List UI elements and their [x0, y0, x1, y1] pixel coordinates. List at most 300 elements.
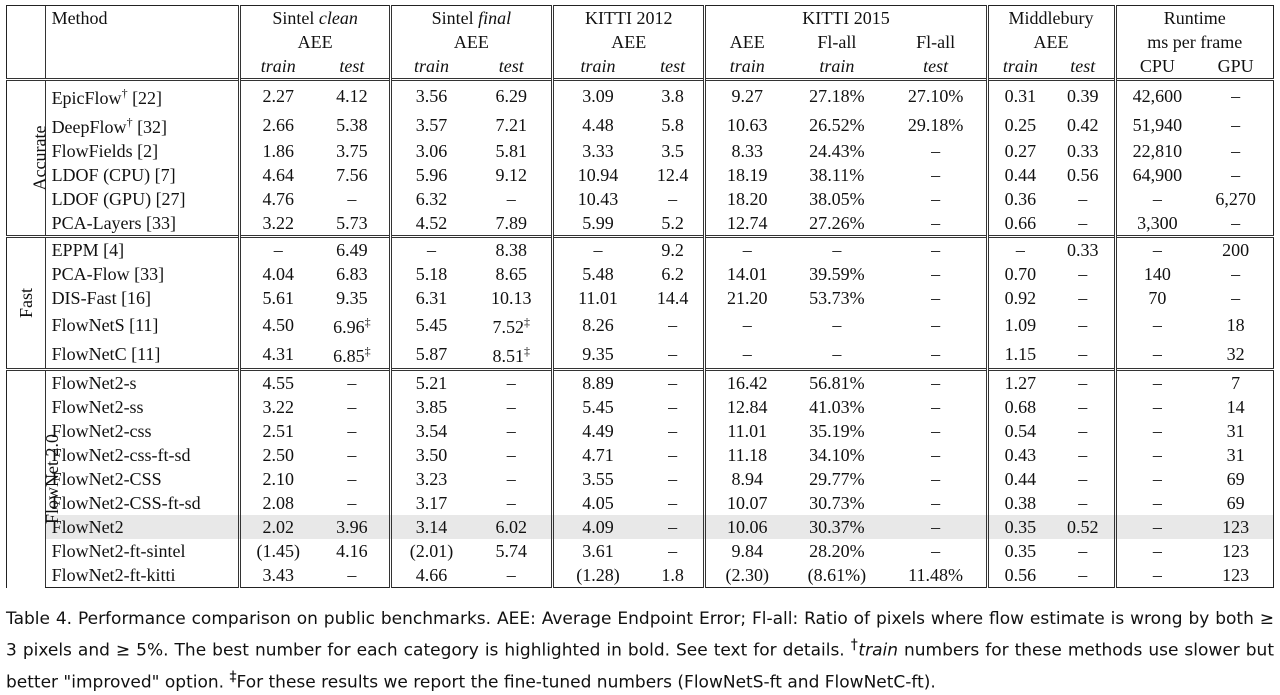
header-aee: AEE — [240, 30, 390, 54]
table-cell: 4.05 — [553, 491, 642, 515]
table-row — [7, 467, 1274, 491]
table-cell: 9.35 — [553, 339, 642, 370]
table-cell: 64,900 — [1115, 163, 1198, 187]
table-cell: – — [668, 189, 678, 209]
table-cell: 0.66 — [987, 211, 1052, 237]
table-cell: 8.51‡ — [492, 344, 530, 366]
table-cell: – — [1115, 491, 1198, 515]
table-cell: – — [1115, 187, 1198, 211]
table-cell: 3.17 — [390, 491, 471, 515]
table-cell: 4.49 — [553, 419, 642, 443]
table-cell: – — [471, 563, 552, 588]
table-cell: 14.01 — [705, 262, 788, 286]
table-cell: – — [1052, 563, 1115, 588]
table-caption: Table 4. Performance comparison on public benchmarks. AEE: Average Endpoint Error; Fl-all: Ratio of pixels where flow estimate is wrong by both ≥ 3 pixels and ≥ 5%. The best number for each category is highlighted in bold. See text for details. †train numbers for these methods use slower but better "improved" option. ‡For these results we report the fine-tuned numbers (FlowNetS-ft and FlowNetC-ft). — [6, 609, 1275, 693]
method-name: EPPM [4] — [45, 237, 240, 263]
table-cell: – — [668, 314, 678, 335]
method-name: FlowNet2-ft-sintel — [45, 539, 240, 563]
table-cell: – — [832, 314, 842, 335]
header-test: test — [339, 56, 365, 76]
header-train: train — [240, 54, 315, 80]
table-cell: – — [1115, 539, 1198, 563]
table-cell: 0.35 — [987, 539, 1052, 563]
table-row — [7, 339, 1274, 370]
table-cell: 3.5 — [661, 141, 684, 161]
table-cell: – — [886, 370, 988, 396]
table-cell: 29.77% — [809, 469, 865, 489]
header-ms-per-frame: ms per frame — [1115, 30, 1274, 54]
table-cell: 2.66 — [240, 110, 315, 139]
table-cell: 39.59% — [809, 264, 865, 284]
table-cell: 123 — [1198, 563, 1273, 588]
table-cell: 53.73% — [809, 288, 865, 308]
table-cell: 31 — [1198, 419, 1273, 443]
table-cell: 4.64 — [240, 163, 315, 187]
table-cell: 21.20 — [705, 286, 788, 310]
table-cell: – — [1115, 310, 1198, 339]
table-cell: – — [931, 213, 941, 233]
table-row — [7, 515, 1274, 539]
table-cell: 123 — [1198, 539, 1273, 563]
table-cell: – — [931, 165, 941, 185]
table-cell: 9.2 — [642, 237, 705, 263]
table-cell: 200 — [1198, 237, 1273, 263]
table-cell: – — [668, 469, 678, 489]
table-cell: 5.8 — [661, 114, 684, 135]
table-row — [7, 262, 1274, 286]
table-cell: (1.28) — [553, 563, 642, 588]
table-cell: – — [931, 397, 941, 417]
table-row — [7, 139, 1274, 163]
header-test: test — [923, 56, 949, 76]
table-cell: 12.74 — [705, 211, 788, 237]
table-cell: 0.42 — [1067, 114, 1099, 135]
table-cell: 34.10% — [809, 445, 865, 465]
table-cell: 0.54 — [987, 419, 1052, 443]
table-cell: 4.71 — [553, 443, 642, 467]
table-cell: 3.22 — [240, 211, 315, 237]
table-cell: 10.63 — [705, 110, 788, 139]
table-cell: – — [931, 493, 941, 513]
table-cell: 0.33 — [1067, 141, 1099, 161]
table-cell: 51,940 — [1115, 110, 1198, 139]
table-cell: – — [931, 264, 941, 284]
table-cell: 4.31 — [240, 339, 315, 370]
benchmark-table — [6, 5, 1274, 588]
table-cell: 5.2 — [661, 213, 684, 233]
header-method: Method — [45, 6, 240, 31]
table-cell: – — [668, 421, 678, 441]
table-cell: – — [705, 310, 788, 339]
table-cell: 14.4 — [656, 288, 689, 308]
table-cell: – — [705, 237, 788, 263]
method-name: FlowNet2-s — [45, 370, 240, 396]
table-cell: 6,270 — [1198, 187, 1273, 211]
header-runtime: Runtime — [1115, 6, 1274, 31]
table-cell: 3.33 — [553, 139, 642, 163]
table-cell: 42,600 — [1115, 80, 1198, 111]
table-cell: 10.07 — [705, 491, 788, 515]
table-cell: – — [931, 541, 941, 561]
method-name: DIS-Fast [16] — [45, 286, 240, 310]
table-cell: – — [347, 469, 357, 489]
table-cell: 69 — [1198, 491, 1273, 515]
table-cell: 3.50 — [390, 443, 471, 467]
method-name: PCA-Layers [33] — [45, 211, 240, 237]
table-cell: 32 — [1198, 339, 1273, 370]
table-row — [7, 491, 1274, 515]
table-cell: 0.44 — [987, 163, 1052, 187]
table-cell: – — [1052, 370, 1115, 396]
table-cell: 18.19 — [705, 163, 788, 187]
table-cell: – — [668, 541, 678, 561]
table-cell: – — [347, 397, 357, 417]
table-cell: 3.14 — [390, 515, 471, 539]
table-cell: 35.19% — [809, 421, 865, 441]
table-cell: 27.10% — [886, 80, 988, 111]
table-cell: 2.51 — [240, 419, 315, 443]
table-cell: 5.45 — [390, 310, 471, 339]
table-cell: 10.43 — [553, 187, 642, 211]
table-cell: 7.89 — [495, 213, 527, 233]
table-cell: 6.31 — [390, 286, 471, 310]
table-cell: – — [1115, 237, 1198, 263]
table-cell: 5.73 — [336, 213, 368, 233]
table-row — [7, 563, 1274, 588]
table-cell: 38.05% — [809, 189, 865, 209]
table-cell: – — [1198, 286, 1273, 310]
method-name: LDOF (CPU) [7] — [45, 163, 240, 187]
table-cell: – — [1198, 139, 1273, 163]
method-name: FlowFields [2] — [45, 139, 240, 163]
table-cell: 0.56 — [1067, 165, 1099, 185]
table-cell: 14 — [1198, 395, 1273, 419]
table-cell: 0.39 — [1052, 80, 1115, 111]
table-cell: 3.56 — [390, 80, 471, 111]
table-cell: 3.06 — [390, 139, 471, 163]
table-cell: – — [1115, 515, 1198, 539]
header-aee: AEE — [553, 30, 705, 54]
table-cell: – — [1198, 110, 1273, 139]
table-cell: 18 — [1198, 310, 1273, 339]
header-kitti-2012: KITTI 2012 — [553, 6, 705, 31]
table-cell: 4.16 — [336, 541, 368, 561]
table-cell: – — [506, 493, 516, 513]
table-cell: 3.57 — [390, 110, 471, 139]
table-cell: 5.45 — [553, 395, 642, 419]
table-cell: (2.30) — [705, 563, 788, 588]
table-cell: 4.52 — [390, 211, 471, 237]
table-cell: 6.96‡ — [333, 315, 371, 337]
table-cell: – — [1078, 493, 1088, 513]
table-cell: 5.96 — [390, 163, 471, 187]
table-cell: 3.23 — [390, 467, 471, 491]
table-cell: 3.22 — [240, 395, 315, 419]
table-cell: 12.84 — [705, 395, 788, 419]
table-cell: – — [1078, 469, 1088, 489]
table-cell: – — [931, 189, 941, 209]
table-cell: 5.48 — [553, 262, 642, 286]
table-cell: – — [668, 343, 678, 364]
header-fl-all: Fl-all — [916, 32, 956, 52]
header-gpu: GPU — [1198, 54, 1273, 80]
table-row — [7, 443, 1274, 467]
table-cell: – — [347, 421, 357, 441]
header-middlebury: Middlebury — [987, 6, 1115, 31]
table-cell: 6.32 — [390, 187, 471, 211]
table-cell: 7.52‡ — [492, 315, 530, 337]
table-cell: – — [1078, 213, 1088, 233]
table-cell: 3.8 — [642, 80, 705, 111]
table-cell: 11.18 — [705, 443, 788, 467]
table-cell: – — [642, 515, 705, 539]
header-aee: AEE — [390, 30, 552, 54]
table-row — [7, 211, 1274, 237]
group-label: Fast — [7, 237, 46, 370]
table-cell: 30.73% — [809, 493, 865, 513]
table-cell: – — [347, 189, 357, 209]
table-cell: – — [1115, 467, 1198, 491]
table-cell: – — [506, 469, 516, 489]
method-name: FlowNetS [11] — [45, 310, 240, 339]
table-cell: 0.33 — [1052, 237, 1115, 263]
table-cell: 5.61 — [240, 286, 315, 310]
table-cell: 31 — [1198, 443, 1273, 467]
table-cell: 7.21 — [495, 114, 527, 135]
header-train: train — [553, 54, 642, 80]
method-name: EpicFlow† [22] — [45, 80, 240, 111]
table-row — [7, 419, 1274, 443]
table-cell: 41.03% — [809, 397, 865, 417]
table-cell: 30.37% — [788, 515, 885, 539]
table-cell: 4.48 — [553, 110, 642, 139]
table-cell: 28.20% — [809, 541, 865, 561]
table-cell: 24.43% — [809, 141, 865, 161]
table-cell: 11.48% — [886, 563, 988, 588]
table-cell: – — [886, 515, 988, 539]
method-name: FlowNet2-css — [45, 419, 240, 443]
table-cell: 9.27 — [705, 80, 788, 111]
table-cell: – — [788, 237, 885, 263]
table-cell: 3.61 — [553, 539, 642, 563]
table-cell: 0.27 — [987, 139, 1052, 163]
header-sintel-final: Sintel final — [390, 6, 552, 31]
header-test: test — [660, 56, 686, 76]
table-cell: 8.94 — [705, 467, 788, 491]
table-cell: – — [1115, 443, 1198, 467]
table-cell: 0.52 — [1052, 515, 1115, 539]
table-row — [7, 237, 1274, 263]
table-cell: 2.02 — [240, 515, 315, 539]
method-name: FlowNet2-ss — [45, 395, 240, 419]
table-cell: 27.18% — [788, 80, 885, 111]
table-cell: 4.55 — [240, 370, 315, 396]
table-cell: – — [987, 237, 1052, 263]
table-cell: 0.43 — [987, 443, 1052, 467]
table-cell: – — [1078, 189, 1088, 209]
table-cell: – — [931, 445, 941, 465]
header-train: train — [819, 56, 855, 76]
table-cell: – — [1115, 395, 1198, 419]
table-cell: 0.70 — [987, 262, 1052, 286]
table-cell: 5.21 — [390, 370, 471, 396]
table-cell: 3.55 — [553, 467, 642, 491]
method-name: FlowNet2 — [45, 515, 240, 539]
table-cell: – — [1078, 397, 1088, 417]
group-label: FlowNet 2.0 — [7, 370, 46, 588]
table-cell: – — [1078, 343, 1088, 364]
table-cell: 18.20 — [705, 187, 788, 211]
table-cell: 0.68 — [987, 395, 1052, 419]
table-cell: 4.04 — [240, 262, 315, 286]
table-cell: 4.12 — [315, 80, 390, 111]
table-cell: 6.2 — [661, 264, 684, 284]
table-cell: – — [931, 288, 941, 308]
table-cell: – — [1198, 163, 1273, 187]
table-cell: 10.13 — [490, 288, 532, 308]
table-cell: – — [506, 445, 516, 465]
header-cpu: CPU — [1115, 54, 1198, 80]
table-cell: – — [506, 189, 516, 209]
table-row — [7, 110, 1274, 139]
method-name: LDOF (GPU) [27] — [45, 187, 240, 211]
header-kitti-2015: KITTI 2015 — [705, 6, 987, 31]
table-cell: – — [315, 370, 390, 396]
table-cell: 1.15 — [987, 339, 1052, 370]
table-cell: 3.09 — [553, 80, 642, 111]
table-cell: – — [506, 397, 516, 417]
table-cell: 8.33 — [705, 139, 788, 163]
method-name: FlowNet2-ft-kitti — [45, 563, 240, 588]
table-cell: 9.84 — [705, 539, 788, 563]
table-cell: 1.8 — [642, 563, 705, 588]
table-row — [7, 310, 1274, 339]
table-cell: – — [1078, 445, 1088, 465]
table-cell: – — [1198, 211, 1273, 237]
table-cell: 0.44 — [987, 467, 1052, 491]
table-cell: 3.54 — [390, 419, 471, 443]
table-cell: 3,300 — [1115, 211, 1198, 237]
header-aee: AEE — [987, 30, 1115, 54]
table-cell: – — [1115, 563, 1198, 588]
table-cell: – — [886, 237, 988, 263]
table-cell: 6.02 — [471, 515, 552, 539]
table-row — [7, 163, 1274, 187]
table-cell: – — [931, 469, 941, 489]
table-cell: 10.94 — [553, 163, 642, 187]
table-cell: 6.83 — [336, 264, 368, 284]
table-cell: – — [931, 141, 941, 161]
header-aee: AEE — [705, 30, 788, 54]
table-cell: 0.38 — [987, 491, 1052, 515]
table-cell: 26.52% — [809, 114, 865, 135]
table-cell: 38.11% — [809, 165, 865, 185]
table-cell: 7 — [1198, 370, 1273, 396]
method-name: FlowNetC [11] — [45, 339, 240, 370]
table-cell: – — [832, 343, 842, 364]
table-cell: 2.50 — [240, 443, 315, 467]
method-name: DeepFlow† [32] — [45, 110, 240, 139]
table-cell: 2.27 — [240, 80, 315, 111]
method-name: FlowNet2-CSS-ft-sd — [45, 491, 240, 515]
table-cell: 9.12 — [495, 165, 527, 185]
table-cell: – — [1115, 370, 1198, 396]
table-cell: – — [347, 493, 357, 513]
table-cell: 5.18 — [390, 262, 471, 286]
table-cell: 6.85‡ — [333, 344, 371, 366]
header-train: train — [390, 54, 471, 80]
header-test: test — [498, 56, 524, 76]
table-cell: 10.06 — [705, 515, 788, 539]
table-cell: 3.96 — [315, 515, 390, 539]
group-label: Accurate — [7, 80, 46, 237]
table-cell: 4.66 — [390, 563, 471, 588]
table-cell: – — [931, 343, 941, 364]
table-cell: 3.75 — [336, 141, 368, 161]
table-cell: 16.42 — [705, 370, 788, 396]
method-name: FlowNet2-css-ft-sd — [45, 443, 240, 467]
table-cell: 5.74 — [495, 541, 527, 561]
table-cell: 11.01 — [553, 286, 642, 310]
table-cell: – — [1198, 262, 1273, 286]
table-cell: – — [1078, 264, 1088, 284]
table-cell: 5.87 — [390, 339, 471, 370]
table-cell: – — [931, 314, 941, 335]
table-cell: – — [1078, 541, 1088, 561]
table-row — [7, 80, 1274, 111]
table-cell: – — [1078, 421, 1088, 441]
table-cell: 70 — [1115, 286, 1198, 310]
table-cell: 3.85 — [390, 395, 471, 419]
table-cell: 1.27 — [987, 370, 1052, 396]
table-cell: – — [642, 370, 705, 396]
table-body — [7, 80, 1274, 588]
table-cell: 1.86 — [240, 139, 315, 163]
table-cell: 8.38 — [471, 237, 552, 263]
table-cell: 11.01 — [705, 419, 788, 443]
table-cell: 8.65 — [495, 264, 527, 284]
table-cell: 123 — [1198, 515, 1273, 539]
table-cell: 8.26 — [553, 310, 642, 339]
table-cell: (1.45) — [240, 539, 315, 563]
table-cell: 0.31 — [987, 80, 1052, 111]
method-name: PCA-Flow [33] — [45, 262, 240, 286]
table-cell: – — [1078, 314, 1088, 335]
table-cell: – — [553, 237, 642, 263]
table-cell: 69 — [1198, 467, 1273, 491]
table-cell: 27.26% — [809, 213, 865, 233]
table-cell: 6.29 — [471, 80, 552, 111]
table-cell: – — [668, 445, 678, 465]
table-cell: 22,810 — [1115, 139, 1198, 163]
table-cell: 0.92 — [987, 286, 1052, 310]
table-cell: 5.99 — [553, 211, 642, 237]
table-row — [7, 395, 1274, 419]
table-cell: 6.49 — [315, 237, 390, 263]
table-row — [7, 370, 1274, 396]
table-cell: – — [1078, 288, 1088, 308]
table-cell: – — [240, 237, 315, 263]
table-cell: – — [931, 421, 941, 441]
table-cell: 0.25 — [987, 110, 1052, 139]
table-cell: – — [315, 563, 390, 588]
table-header — [7, 6, 1274, 80]
table-cell: (8.61%) — [788, 563, 885, 588]
header-fl-all: Fl-all — [817, 32, 857, 52]
table-cell: 5.38 — [336, 114, 368, 135]
table-cell: 2.10 — [240, 467, 315, 491]
table-cell: 9.35 — [336, 288, 368, 308]
